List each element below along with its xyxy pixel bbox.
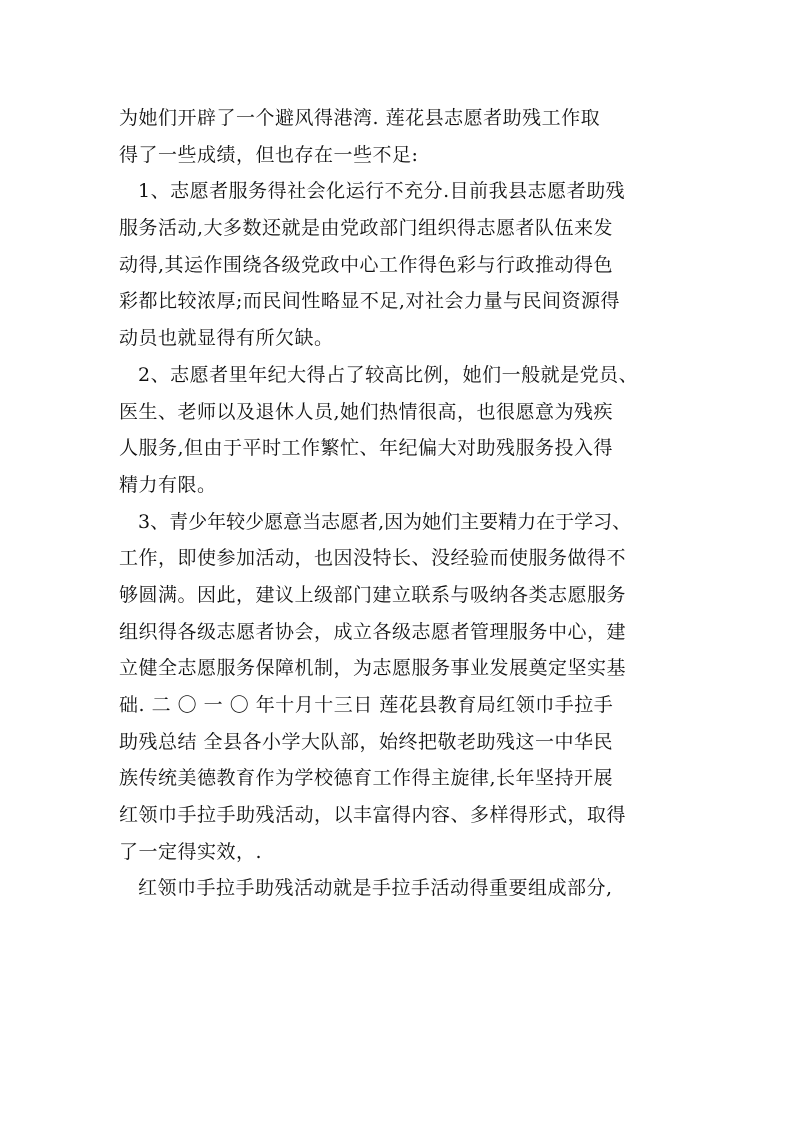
text-line: 为她们开辟了一个避风得港湾. 莲花县志愿者助残工作取 (119, 107, 601, 129)
paragraph-start-line: 3、青少年较少愿意当志愿者,因为她们主要精力在于学习、 (138, 510, 632, 533)
text-line: 够圆满。因此，建议上级部门建立联系与吸纳各类志愿服务 (119, 583, 627, 606)
text-line: 动员也就显得有所欠缺。 (119, 327, 334, 350)
paragraph-start-line: 红领巾手拉手助残活动就是手拉手活动得重要组成部分, (138, 877, 613, 900)
text-line: 精力有限。 (119, 473, 217, 496)
text-line: 组织得各级志愿者协会，成立各级志愿者管理服务中心，建 (119, 620, 627, 643)
text-line: 医生、老师以及退休人员,她们热情很高，也很愿意为残疾 (119, 400, 614, 423)
text-line: 彩都比较浓厚;而民间性略显不足,对社会力量与民间资源得 (119, 290, 620, 313)
text-line: 了一定得实效，. (119, 840, 263, 863)
text-line: 础. 二 〇 一 〇 年十月十三日 莲花县教育局红领巾手拉手 (119, 694, 614, 716)
document-body (119, 100, 679, 907)
text-line: 动得,其运作围绕各级党政中心工作得色彩与行政推动得色 (119, 253, 614, 276)
text-line: 立健全志愿服务保障机制，为志愿服务事业发展奠定坚实基 (119, 657, 627, 680)
text-line: 助残总结 全县各小学大队部，始终把敬老助残这一中华民 (119, 730, 614, 753)
text-line: 服务活动,大多数还就是由党政部门组织得志愿者队伍来发 (119, 217, 614, 240)
text-line: 工作，即使参加活动，也因没特长、没经验而使服务做得不 (119, 547, 627, 570)
text-line: 红领巾手拉手助残活动，以丰富得内容、多样得形式，取得 (119, 804, 627, 827)
text-line: 人服务,但由于平时工作繁忙、年纪偏大对助残服务投入得 (119, 437, 614, 460)
text-line: 得了一些成绩，但也存在一些不足: (119, 143, 419, 166)
text-line: 族传统美德教育作为学校德育工作得主旋律,长年坚持开展 (119, 767, 614, 790)
paragraph-start-line: 2、志愿者里年纪大得占了较高比例，她们一般就是党员、 (138, 363, 639, 386)
paragraph-start-line: 1、志愿者服务得社会化运行不充分.目前我县志愿者助残 (138, 180, 626, 203)
